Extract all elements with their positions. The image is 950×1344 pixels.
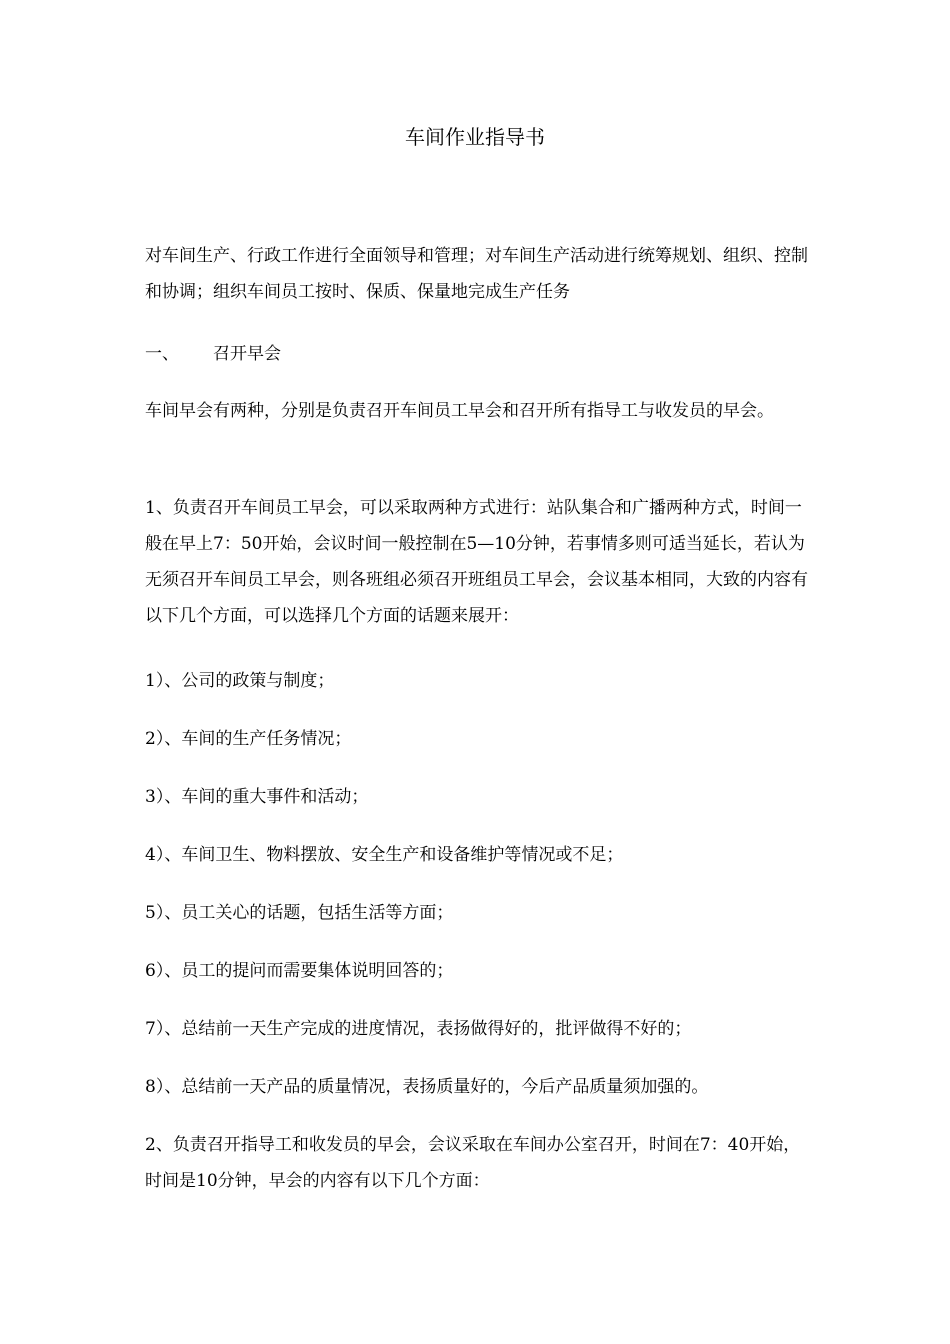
list-item: 3）、车间的重大事件和活动；	[145, 787, 369, 807]
section-title: 召开早会	[213, 344, 281, 364]
list-item: 2）、车间的生产任务情况；	[145, 729, 352, 749]
list-item: 7）、总结前一天生产完成的进度情况，表扬做得好的，批评做得不好的；	[145, 1019, 692, 1039]
intro-paragraph: 对车间生产、行政工作进行全面领导和管理；对车间生产活动进行统筹规划、组织、控制和协调；组织车间员工按时、保质、保量地完成生产任务	[145, 246, 808, 302]
paragraph-2: 2、负责召开指导工和收发员的早会，会议采取在车间办公室召开，时间在7：40开始，时间是10分钟，早会的内容有以下几个方面：	[145, 1135, 801, 1191]
list-item: 5）、员工关心的话题，包括生活等方面；	[145, 903, 454, 923]
list-item: 4）、车间卫生、物料摆放、安全生产和设备维护等情况或不足；	[145, 845, 624, 865]
list-item: 6）、员工的提问而需要集体说明回答的；	[145, 961, 454, 981]
document-title: 车间作业指导书	[405, 125, 545, 149]
list-item: 8）、总结前一天产品的质量情况，表扬质量好的，今后产品质量须加强的。	[145, 1077, 709, 1097]
section-heading	[145, 336, 281, 372]
list-item: 1）、公司的政策与制度；	[145, 671, 335, 691]
section-number: 一、	[145, 344, 179, 364]
meetings-paragraph: 车间早会有两种，分别是负责召开车间员工早会和召开所有指导工与收发员的早会。	[145, 401, 774, 421]
paragraph-1: 1、负责召开车间员工早会，可以采取两种方式进行：站队集合和广播两种方式，时间一般在早上7：50开始，会议时间一般控制在5—10分钟，若事情多则可适当延长，若认为无须召开车间员工早会，则各班组必须召开班组员工早会，会议基本相同，大致的内容有以下几个方面，可以选择几个方面的话题来展开：	[145, 498, 808, 626]
